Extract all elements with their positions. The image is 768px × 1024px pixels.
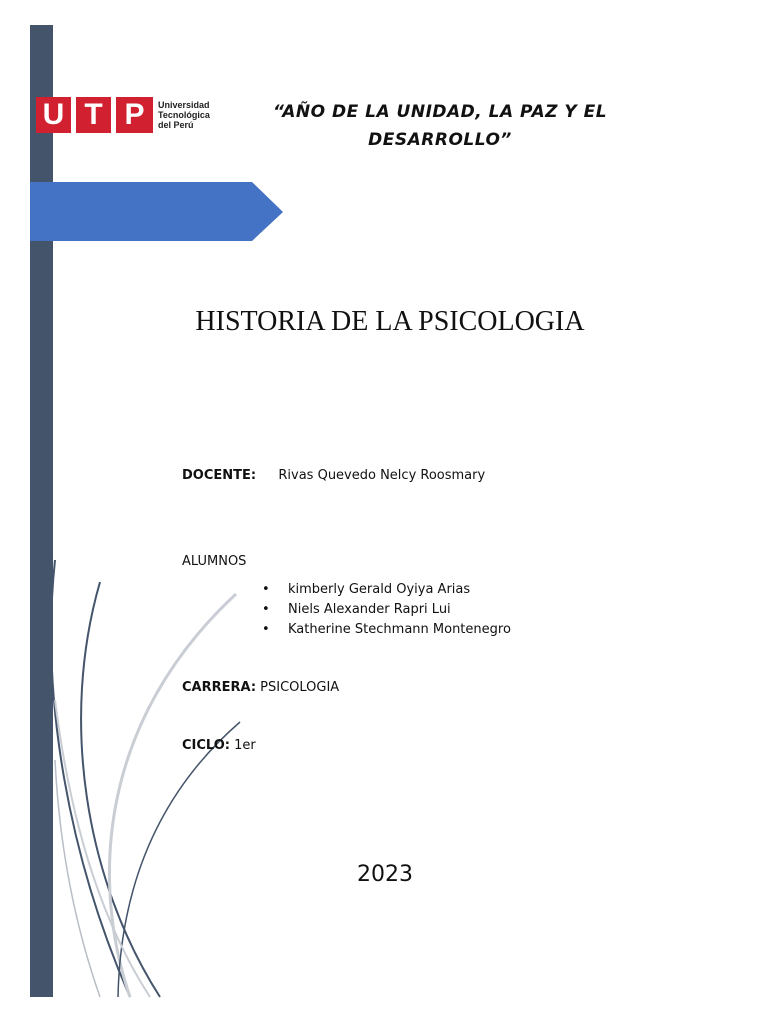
alumnos-label: ALUMNOS	[182, 554, 247, 569]
carrera-label: CARRERA:	[182, 680, 257, 695]
carrera-row	[182, 680, 339, 695]
students-list	[262, 582, 511, 642]
logo-letter-u: U	[36, 97, 71, 133]
student-name: kimberly Gerald Oyiya Arias	[288, 582, 471, 597]
list-item	[262, 622, 511, 642]
bullet-icon: •	[262, 602, 270, 617]
list-item	[262, 602, 511, 622]
logo-subtitle-line: Universidad	[158, 100, 210, 110]
docente-label: DOCENTE:	[182, 468, 257, 483]
motto-line-1: “AÑO DE LA UNIDAD, LA PAZ Y EL	[272, 102, 608, 122]
carrera-value: PSICOLOGIA	[260, 680, 340, 695]
logo-subtitle	[158, 100, 210, 130]
docente-value: Rivas Quevedo Nelcy Roosmary	[278, 468, 486, 483]
student-name: Katherine Stechmann Montenegro	[288, 622, 511, 637]
logo-letter-p: P	[116, 97, 153, 133]
docente-row	[182, 468, 485, 483]
motto-line-2: DESARROLLO”	[368, 130, 512, 150]
document-title: HISTORIA DE LA PSICOLOGIA	[195, 306, 585, 337]
list-item	[262, 582, 511, 602]
logo-letter-t: T	[76, 97, 111, 133]
logo-subtitle-line: del Perú	[158, 120, 194, 130]
year-motto	[220, 98, 660, 154]
ciclo-label: CICLO:	[182, 738, 230, 753]
logo-subtitle-line: Tecnológica	[158, 110, 210, 120]
ciclo-row	[182, 738, 256, 753]
student-name: Niels Alexander Rapri Lui	[288, 602, 451, 617]
utp-logo	[36, 97, 216, 133]
bullet-icon: •	[262, 582, 270, 597]
ciclo-value: 1er	[234, 738, 256, 753]
document-year: 2023	[357, 862, 413, 887]
bullet-icon: •	[262, 622, 270, 637]
